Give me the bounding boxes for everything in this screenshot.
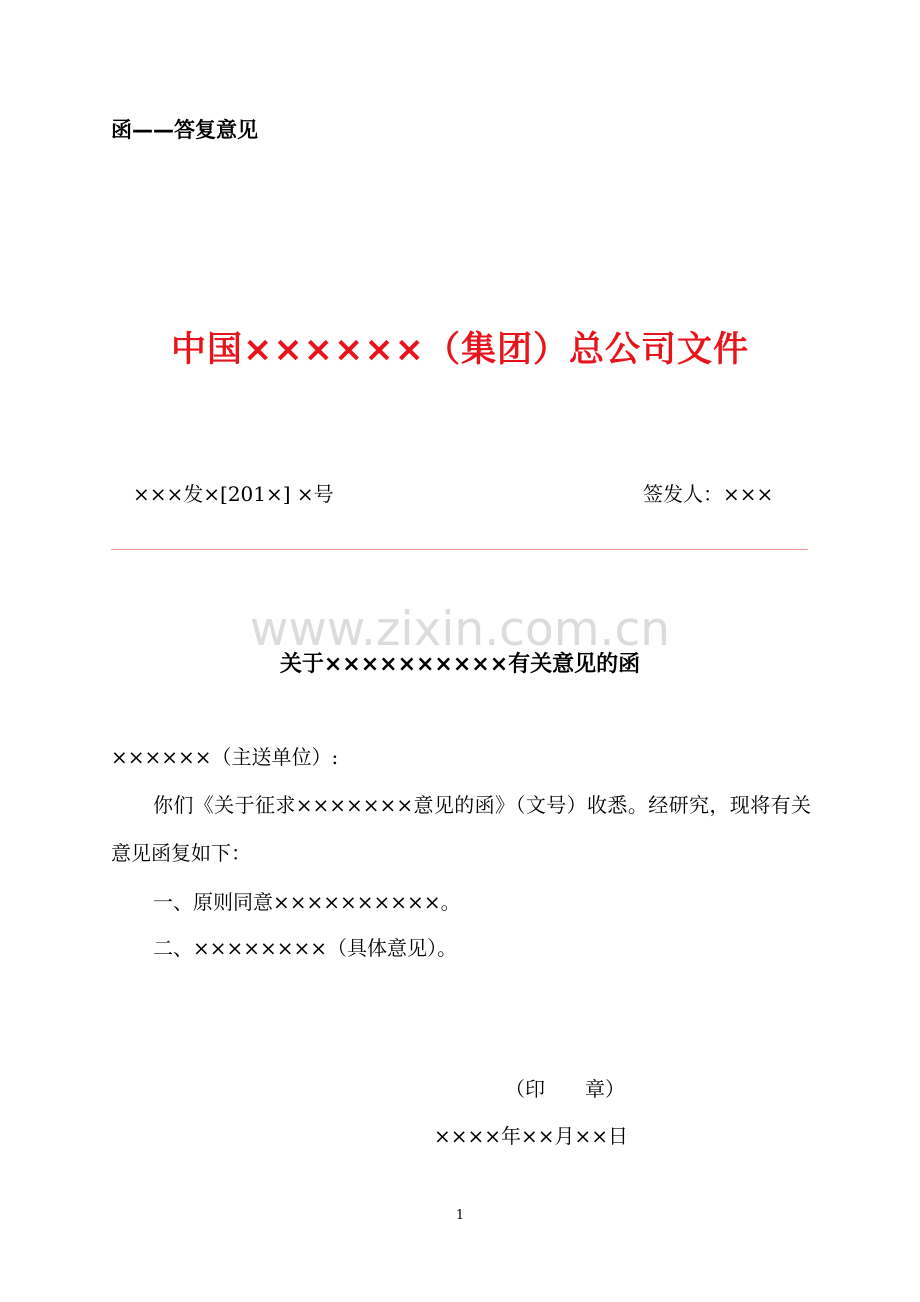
opinion-item-2: 二、××××××××（具体意见）。: [153, 936, 458, 960]
page-number: 1: [455, 1208, 465, 1223]
issuer-signature-line: 签发人：×××: [643, 482, 774, 506]
seal-placeholder: （印 章）: [505, 1077, 625, 1101]
document-number: ×××发×[201×] ×号: [133, 482, 334, 506]
opinion-item-1: 一、原则同意××××××××××。: [153, 890, 461, 914]
recipient-line: ××××××（主送单位）:: [111, 745, 339, 769]
issue-date: ××××年××月××日: [434, 1124, 629, 1148]
red-separator-line: [111, 549, 808, 550]
watermark-text: www.zixin.com.cn: [249, 602, 671, 657]
subject-title: 关于××××××××××有关意见的函: [279, 652, 641, 677]
body-paragraph: 你们《关于征求×××××××意见的函》（文号）收悉。经研究，现将有关意见函复如下：: [111, 793, 811, 865]
document-type-heading: 函——答复意见: [111, 118, 258, 142]
letterhead-title: 中国××××××（集团）总公司文件: [171, 330, 749, 370]
